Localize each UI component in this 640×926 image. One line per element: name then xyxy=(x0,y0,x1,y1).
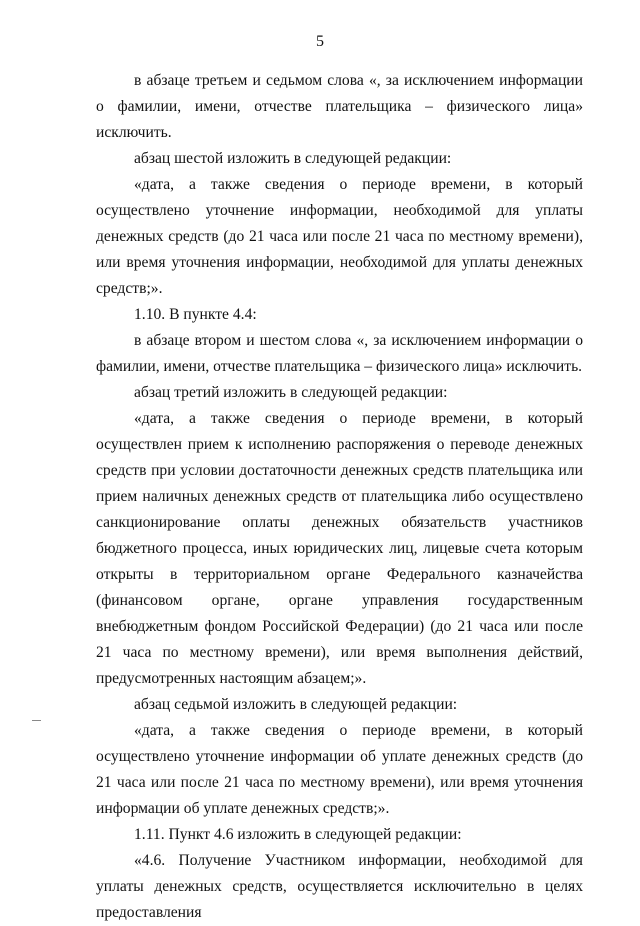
paragraph-8: абзац седьмой изложить в следующей редакции: xyxy=(134,696,458,713)
document-body xyxy=(96,68,583,926)
paragraph-3: «дата, а также сведения о периоде времени, в который осуществлено уточнение информации, необходимой для уплаты денежных средств (до 21 часа или после 21 часа по местному времени), или время уточнения информации, необходимой для уплаты денежных средств;». xyxy=(96,176,583,297)
paragraph-2: абзац шестой изложить в следующей редакции: xyxy=(134,150,452,167)
margin-mark xyxy=(32,720,41,721)
paragraph-9: «дата, а также сведения о периоде времени, в который осуществлено уточнение информации об уплате денежных средств (до 21 часа или после 21 часа по местному времени), или время уточнения информации об уплате денежных средств;». xyxy=(96,722,583,817)
paragraph-6: абзац третий изложить в следующей редакции: xyxy=(134,384,448,401)
paragraph-5: в абзаце втором и шестом слова «, за исключением информации о фамилии, имени, отчестве плательщика – физического лица» исключить. xyxy=(96,332,583,375)
paragraph-7: «дата, а также сведения о периоде времени, в который осуществлен прием к исполнению распоряжения о переводе денежных средств при условии достаточности денежных средств плательщика или прием наличных денежных средств от плательщика либо осуществлено санкционирование оплаты денежных обязательств участников бюджетного процесса, иных юридических лиц, лицевые счета которым открыты в территориальном органе Федерального казначейства (финансовом органе, органе управления государственным внебюджетным фондом Российской Федерации) (до 21 часа или после 21 часа по местному времени), или время выполнения действий, предусмотренных настоящим абзацем;». xyxy=(96,410,583,687)
paragraph-1: в абзаце третьем и седьмом слова «, за исключением информации о фамилии, имени, отчестве плательщика – физического лица» исключить. xyxy=(96,72,583,141)
page-number: 5 xyxy=(316,33,324,50)
paragraph-4: 1.10. В пункте 4.4: xyxy=(134,306,257,323)
paragraph-10: 1.11. Пункт 4.6 изложить в следующей редакции: xyxy=(134,826,462,843)
paragraph-11: «4.6. Получение Участником информации, необходимой для уплаты денежных средств, осуществляется исключительно в целях предоставления xyxy=(96,852,583,921)
